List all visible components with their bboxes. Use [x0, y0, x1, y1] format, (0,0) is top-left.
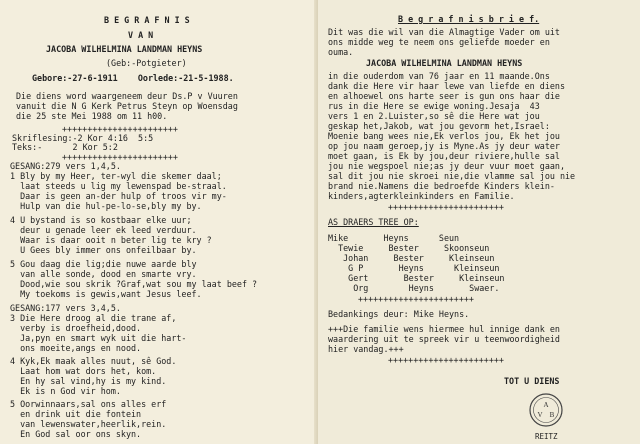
hymn-line: Hulp van die hul-pe-lo-se,bly my by.	[10, 201, 202, 211]
letter-line: kinders,agterkleinkinders en Familie.	[328, 191, 515, 201]
funeral-society-emblem-icon	[528, 392, 564, 428]
hymn-line: deur u genade leer ek leed verduur.	[10, 225, 197, 235]
letter-line: brand nie.Namens die bedroefde Kinders klein-	[328, 181, 555, 191]
hymn-heading: GESANG:177 vers 3,4,5.	[10, 303, 121, 313]
divider-stars: +++++++++++++++++++++++	[62, 152, 178, 162]
bearer-row: Gert Bester Kleinseun	[328, 273, 505, 283]
bearer-row: G P Heyns Kleinseun	[328, 263, 500, 273]
hymn-line: My toekoms is gewis,want Jesus leef.	[10, 289, 202, 299]
letter-line: moet gaan, is Ek by jou,deur riviere,hulle sal	[328, 151, 560, 161]
thanks-line: waardering uit te spreek vir u teenwoordigheid	[328, 334, 560, 344]
intro-line: ouma.	[328, 47, 354, 57]
bearers-heading: AS DRAERS TREE OP:	[328, 217, 419, 227]
hymn-line: Ja,pyn en smart wyk uit die hart-	[10, 333, 187, 343]
hymn-line: van lewenswater,heerlik,rein.	[10, 419, 167, 429]
emblem-town: REITZ	[535, 432, 558, 441]
divider-stars: +++++++++++++++++++++++	[388, 355, 504, 365]
letter-line: in die ouderdom van 76 jaar en 11 maande.Ons	[328, 71, 550, 81]
hymn-line: van alle sonde, dood en smarte vry.	[10, 269, 197, 279]
hymn-line: 4 Kyk,Ek maak alles nuut, sê God.	[10, 356, 177, 366]
sermon-text: Teks:- 2 Kor 5:2	[12, 142, 118, 152]
left-page	[0, 0, 318, 444]
divider-stars: +++++++++++++++++++++++	[358, 294, 474, 304]
birth-death-dates: Gebore:-27-6-1911 Oorlede:-21-5-1988.	[32, 73, 234, 83]
hymn-line: en drink uit die fontein	[10, 409, 142, 419]
bearer-row: Tewie Bester Skoonseun	[328, 243, 490, 253]
hymn-line: 5 Gou daag die lig;die nuwe aarde bly	[10, 259, 197, 269]
bearer-row: Org Heyns Swaer.	[328, 283, 500, 293]
hymn-line: verby is droefheid,dood.	[10, 323, 142, 333]
service-line: vanuit die N G Kerk Petrus Steyn op Woensdag	[16, 101, 238, 111]
hymn-heading: GESANG:279 vers 1,4,5.	[10, 161, 121, 171]
svg-text:V: V	[537, 411, 543, 419]
service-line: die 25 ste Mei 1988 om 11 h00.	[16, 111, 168, 121]
letter-line: dank die Here vir haar lewe van liefde en diens	[328, 81, 565, 91]
thanks-line: +++Die familie wens hiermee hul innige dank en	[328, 324, 560, 334]
page-title: B E G R A F N I S	[104, 15, 190, 25]
letter-line: op jou naam geroep,jy is Myne.As jy deur water	[328, 141, 560, 151]
intro-line: Dit was die wil van die Almagtige Vader om uit	[328, 27, 560, 37]
hymn-line: Dood,wie sou skrik ?Graf,wat sou my laat beef ?	[10, 279, 258, 289]
bearer-row: Mike Heyns Seun	[328, 233, 460, 243]
letter-line: sal dit jou nie skroei nie,die vlamme sal jou nie	[328, 171, 576, 181]
service-line: Die diens word waargeneem deur Ds.P v Vuuren	[16, 91, 238, 101]
svg-text:A: A	[543, 401, 549, 409]
hymn-line: Laat hom wat dors het, kom.	[10, 366, 157, 376]
deceased-name: JACOBA WILHELMINA LANDMAN HEYNS	[46, 44, 203, 54]
letter-line: en alhoewel ons harte seer is gun ons haar die	[328, 91, 560, 101]
scripture-reading: Skriflesing:-2 Kor 4:16 5:5	[12, 133, 154, 143]
hymn-line: U Gees bly immer ons onfeilbaar by.	[10, 245, 197, 255]
letter-line: vers 1 en 2.Luister,so sê die Here wat jou	[328, 111, 540, 121]
letter-title: B e g r a f n i s b r i e f.	[398, 14, 540, 24]
hymn-line: En God sal oor ons skyn.	[10, 429, 142, 439]
hymn-line: laat steeds u lig my lewenspad be-straal.	[10, 181, 227, 191]
letter-line: geskap het,Jakob, wat jou gevorm het,Israel:	[328, 121, 550, 131]
hymn-line: 1 Bly by my Heer, ter-wyl die skemer daal;	[10, 171, 222, 181]
hymn-line: 3 Die Here droog al die trane af,	[10, 313, 177, 323]
intro-line: ons midde weg te neem ons geliefde moeder en	[328, 37, 550, 47]
maiden-name: (Geb:-Potgieter)	[106, 58, 187, 68]
van-label: V A N	[128, 30, 154, 40]
thanks-line: hier vandag.+++	[328, 344, 404, 354]
letter-line: rus in die Here se ewige woning.Jesaja 43	[328, 101, 540, 111]
divider-stars: +++++++++++++++++++++++	[388, 202, 504, 212]
hymn-line: Daar is geen an-der hulp of troos vir my-	[10, 191, 227, 201]
hymn-line: 5 Oorwinnaars,sal ons alles erf	[10, 399, 167, 409]
bearer-row: Johan Bester Kleinseun	[328, 253, 495, 263]
hymn-line: ons moeite,angs en nood.	[10, 343, 142, 353]
letter-line: jou nie wegspoel nie;as jy deur vuur moet gaan,	[328, 161, 565, 171]
hymn-line: Waar is daar ooit n beter lig te kry ?	[10, 235, 212, 245]
right-page	[318, 0, 640, 444]
letter-line: Moenie bang wees nie,Ek verlos jou, Ek het jou	[328, 131, 560, 141]
divider-stars: +++++++++++++++++++++++	[62, 124, 178, 134]
hymn-line: 4 U bystand is so kostbaar elke uur;	[10, 215, 192, 225]
deceased-name: JACOBA WILHELMINA LANDMAN HEYNS	[366, 58, 523, 68]
closing-text: TOT U DIENS	[504, 376, 560, 386]
hymn-line: En hy sal vind,hy is my kind.	[10, 376, 167, 386]
svg-text:B: B	[549, 411, 555, 419]
hymn-line: Ek is n God vir hom.	[10, 386, 121, 396]
thanks-by: Bedankings deur: Mike Heyns.	[328, 309, 470, 319]
